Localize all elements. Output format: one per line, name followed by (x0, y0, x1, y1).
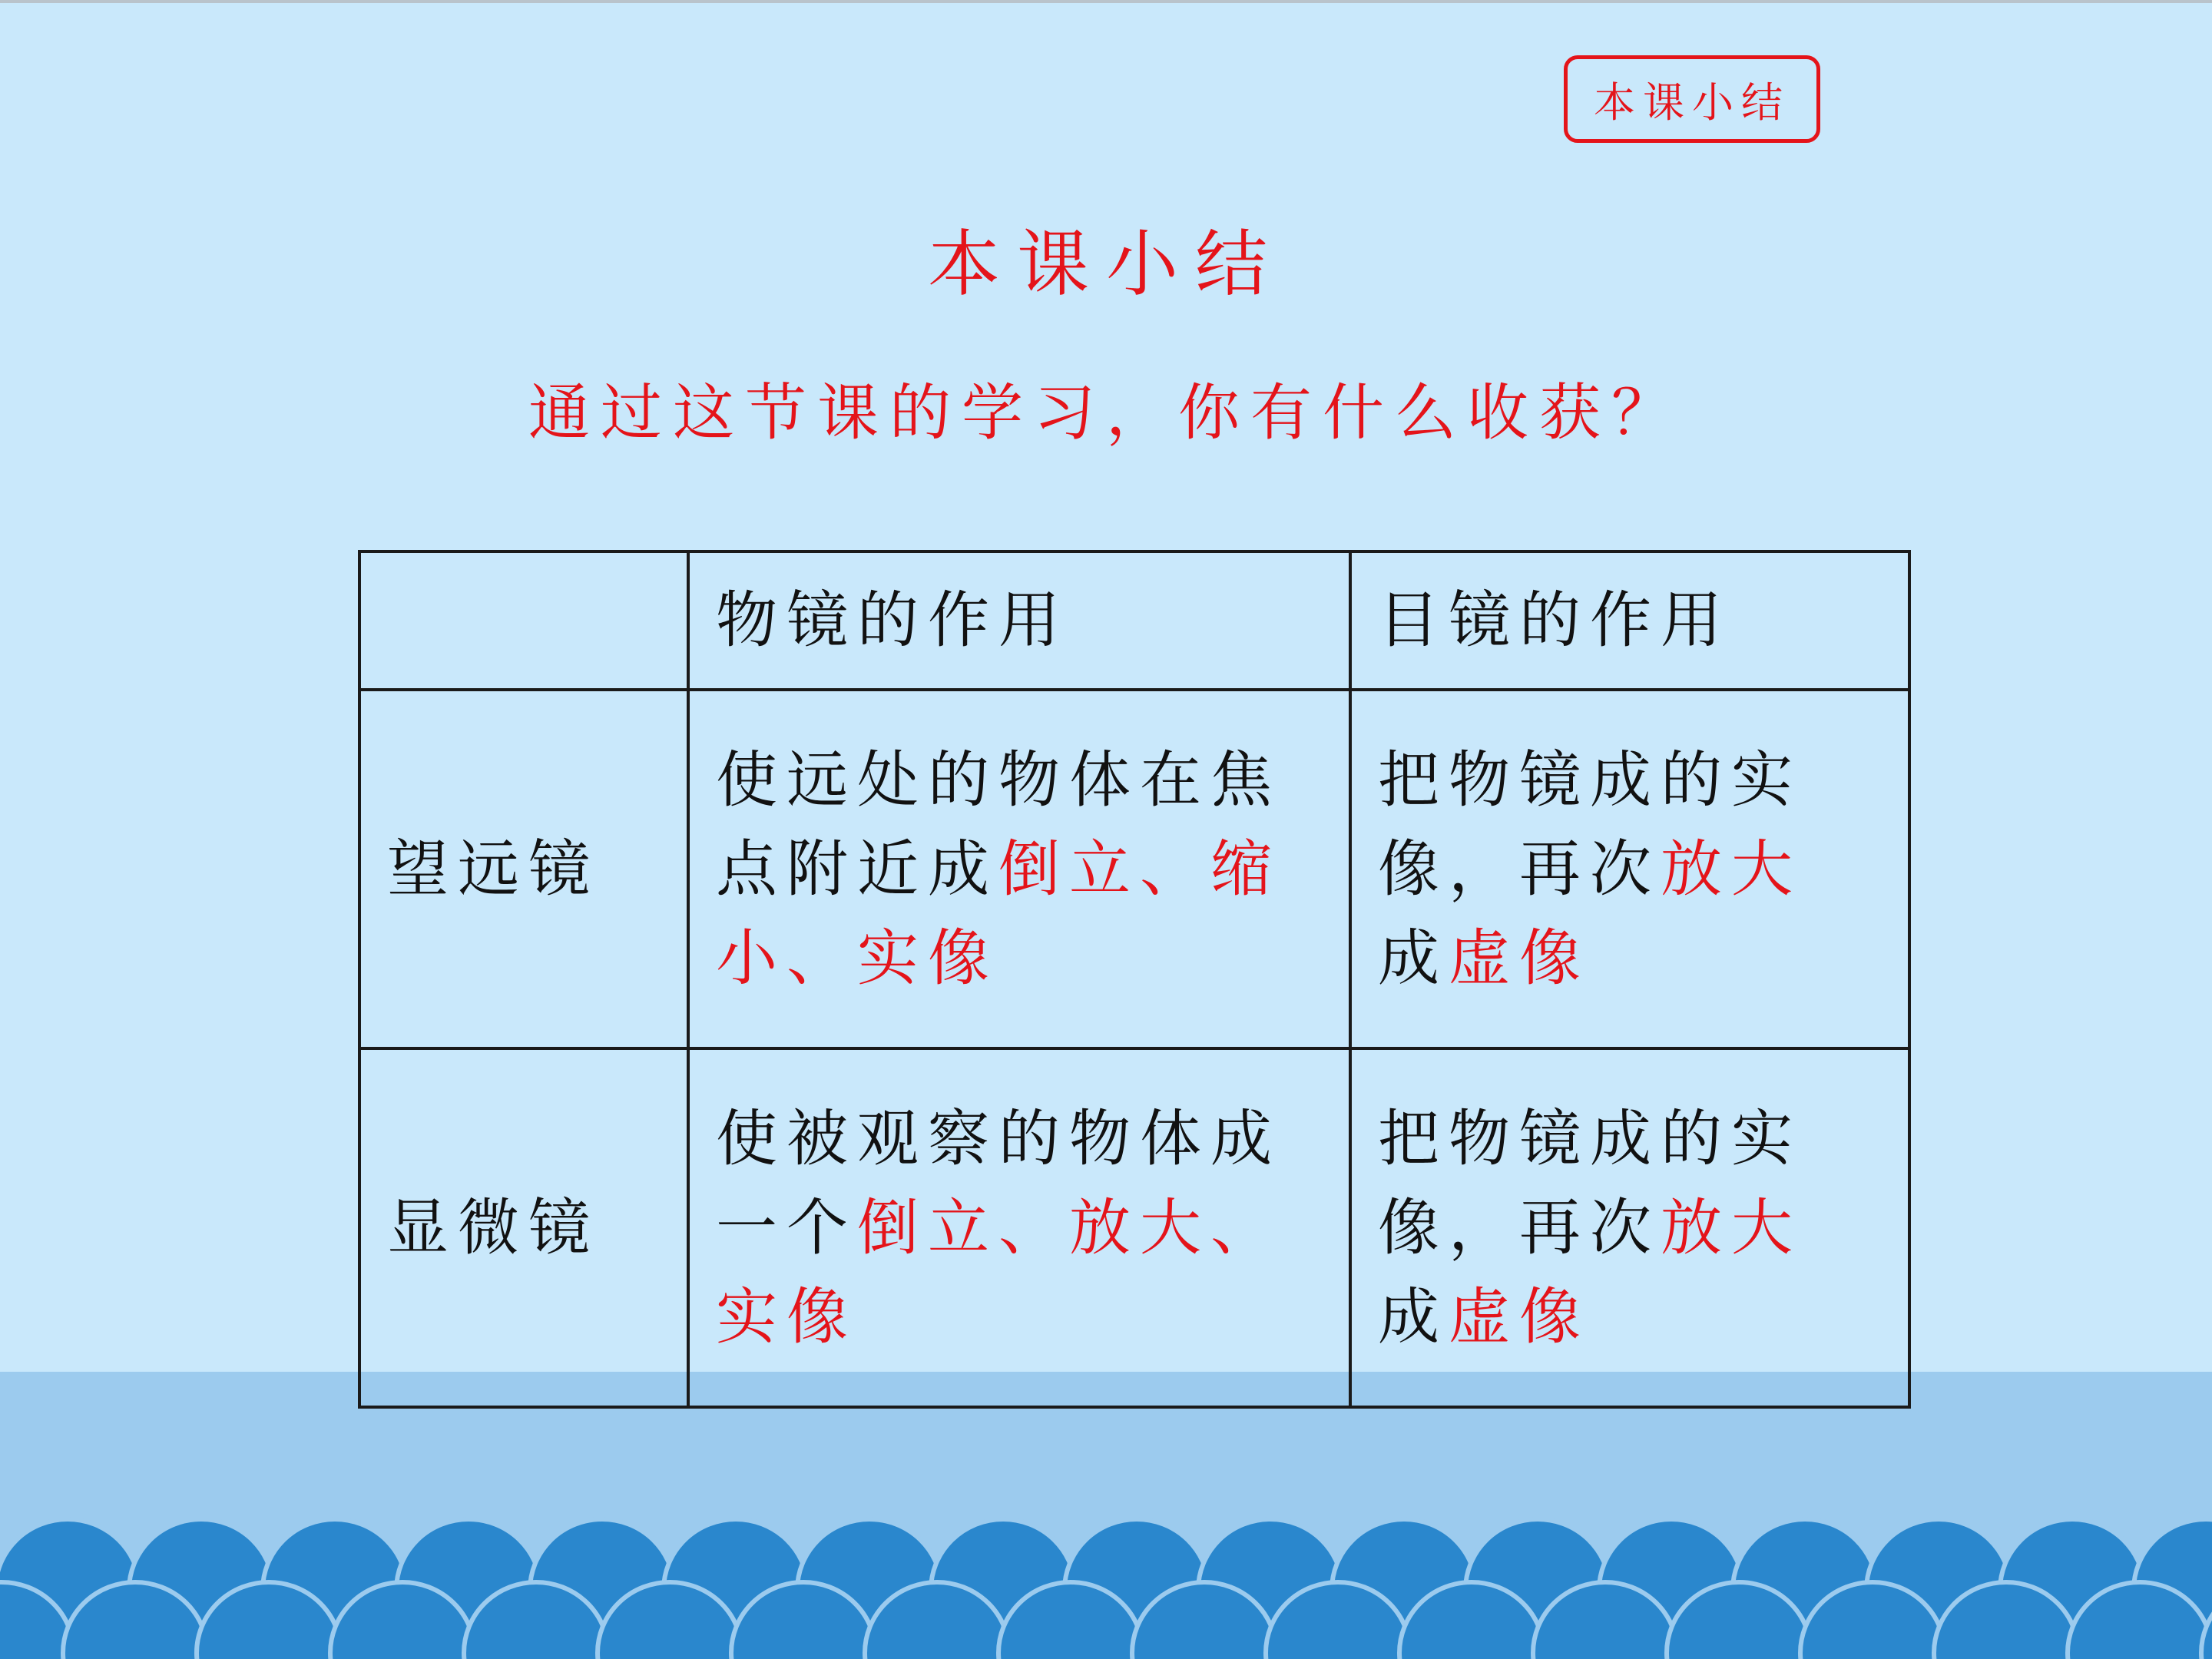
header-cell-empty (359, 551, 688, 690)
cell-text: 成 (1378, 922, 1449, 994)
cell-text: 使远处的物体在焦点附近成 (716, 743, 1281, 905)
page-title: 本课小结 (927, 223, 1284, 306)
table-row-microscope (359, 1048, 1909, 1407)
cell-highlight: 倒立、放大、实像 (716, 1191, 1281, 1353)
cell-telescope-eyepiece (1350, 690, 1909, 1048)
cell-microscope-objective (688, 1048, 1350, 1407)
row-label-telescope: 望远镜 (359, 690, 688, 1048)
cell-microscope-eyepiece (1350, 1048, 1909, 1407)
header-cell-objective: 物镜的作用 (688, 551, 1350, 690)
cell-highlight: 虚像 (1449, 1280, 1590, 1353)
cell-telescope-objective (688, 690, 1350, 1048)
cell-highlight: 虚像 (1449, 922, 1590, 994)
top-border (0, 0, 2212, 3)
cell-highlight: 放大 (1661, 1191, 1802, 1263)
cell-text: 使被观察的物体成一个 (716, 1102, 1281, 1263)
cell-highlight: 倒立、缩小、实像 (716, 833, 1281, 994)
table-row-telescope (359, 690, 1909, 1048)
cell-text: 把物镜成的实像，再次 (1378, 1102, 1802, 1263)
table-header-row (359, 551, 1909, 690)
wave-decoration (0, 1490, 2212, 1659)
page-subtitle: 通过这节课的学习，你有什么收获？ (528, 377, 1684, 449)
cell-text: 把物镜成的实像，再次 (1378, 743, 1802, 905)
summary-table (358, 550, 1911, 1409)
header-cell-eyepiece: 目镜的作用 (1350, 551, 1909, 690)
section-tag-button[interactable]: 本课小结 (1564, 55, 1820, 143)
row-label-microscope: 显微镜 (359, 1048, 688, 1407)
cell-highlight: 放大 (1661, 833, 1802, 905)
cell-text: 成 (1378, 1280, 1449, 1353)
